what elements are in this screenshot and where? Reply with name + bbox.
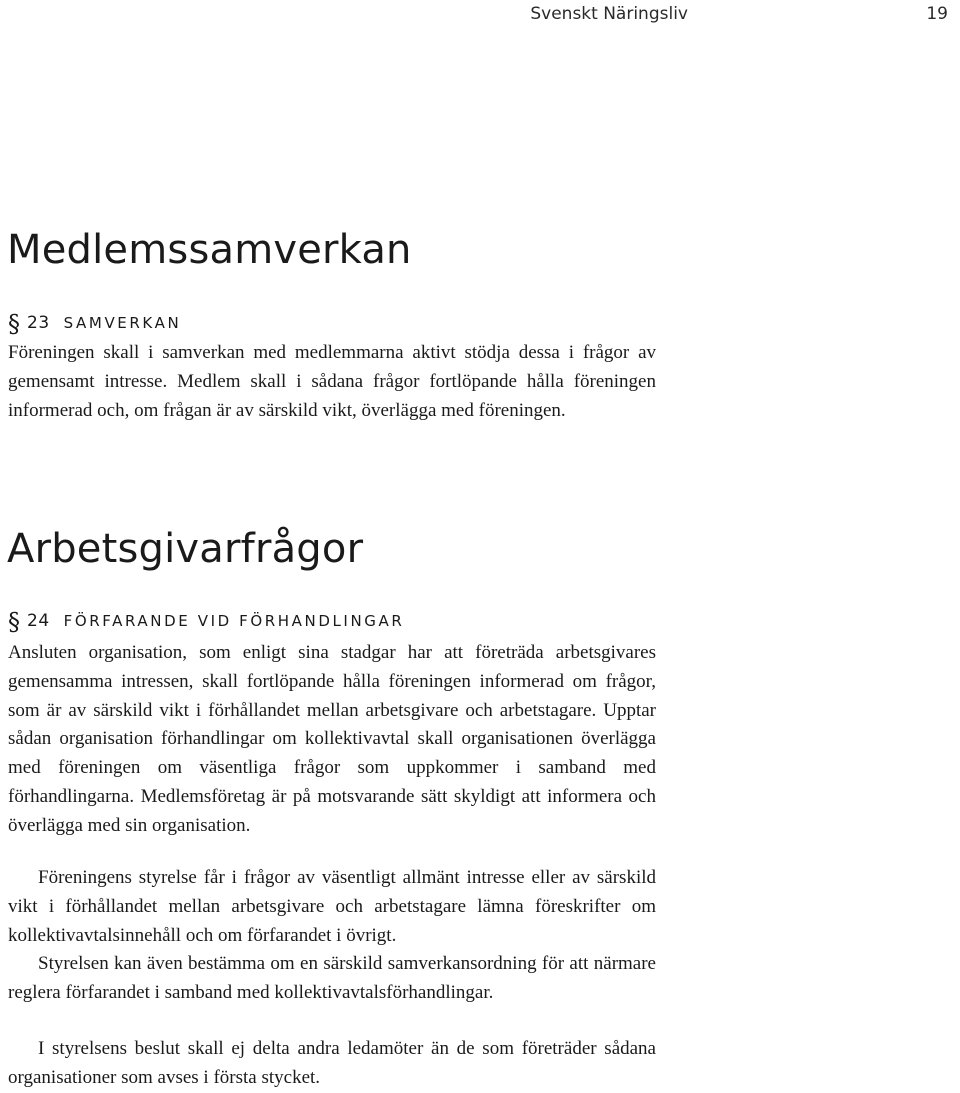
clause-24-paragraph-1: Ansluten organisation, som enligt sina stadgar har att företräda arbetsgivares gemensamma intressen, skall fortlöpande hålla föreningen informerad om frågor, som är av särskild vikt i förhållandet mellan arbetsgivare och arbetstagare. Upptar sådan organisation förhandlingar om kollektivavtal skall organisationen överlägga med föreningen om väsentliga frågor som uppkommer i samband med förhandlingarna. Medlemsföretag är på motsvarande sätt skyldigt att informera och överlägga med sin organisation. <box>8 642 656 836</box>
clause-24-paragraph-2: Föreningens styrelse får i frågor av väsentligt allmänt intresse eller av särskild vikt i förhållandet mellan arbetsgivare och arbetstagare lämna föreskrifter om kollektivavtalsinnehåll och om förfarandet i övrigt. <box>8 867 656 946</box>
clause-23-paragraph-1: Föreningen skall i samverkan med medlemmarna aktivt stödja dessa i frågor av gemensamt intresse. Medlem skall i sådana frågor fortlöpande hålla föreningen informerad och, om frågan är av särskild vikt, överlägga med föreningen. <box>8 342 656 421</box>
publication-name: Svenskt Näringsliv <box>530 4 688 24</box>
chapter-title-medlemssamverkan: Medlemssamverkan <box>7 227 412 273</box>
clause-24-paragraph-3: Styrelsen kan även bestämma om en särskild samverkansordning för att närmare reglera förfarandet i samband med kollektivavtalsförhandlingar. <box>8 953 656 1003</box>
page-number: 19 <box>926 4 948 24</box>
section-sign: § <box>8 608 20 636</box>
clause-title: FÖRFARANDE VID FÖRHANDLINGAR <box>63 612 405 630</box>
clause-number: 24 <box>27 611 50 631</box>
clause-number: 23 <box>27 313 50 333</box>
clause-heading-24 <box>8 608 405 636</box>
section-sign: § <box>8 310 20 338</box>
chapter-title-arbetsgivarfragor: Arbetsgivarfrågor <box>7 526 364 572</box>
clause-title: SAMVERKAN <box>63 314 182 332</box>
running-header <box>0 4 960 26</box>
clause-heading-23 <box>8 310 182 338</box>
clause-24-paragraph-4: I styrelsens beslut skall ej delta andra ledamöter än de som företräder sådana organisationer som avses i första stycket. <box>8 1038 656 1088</box>
